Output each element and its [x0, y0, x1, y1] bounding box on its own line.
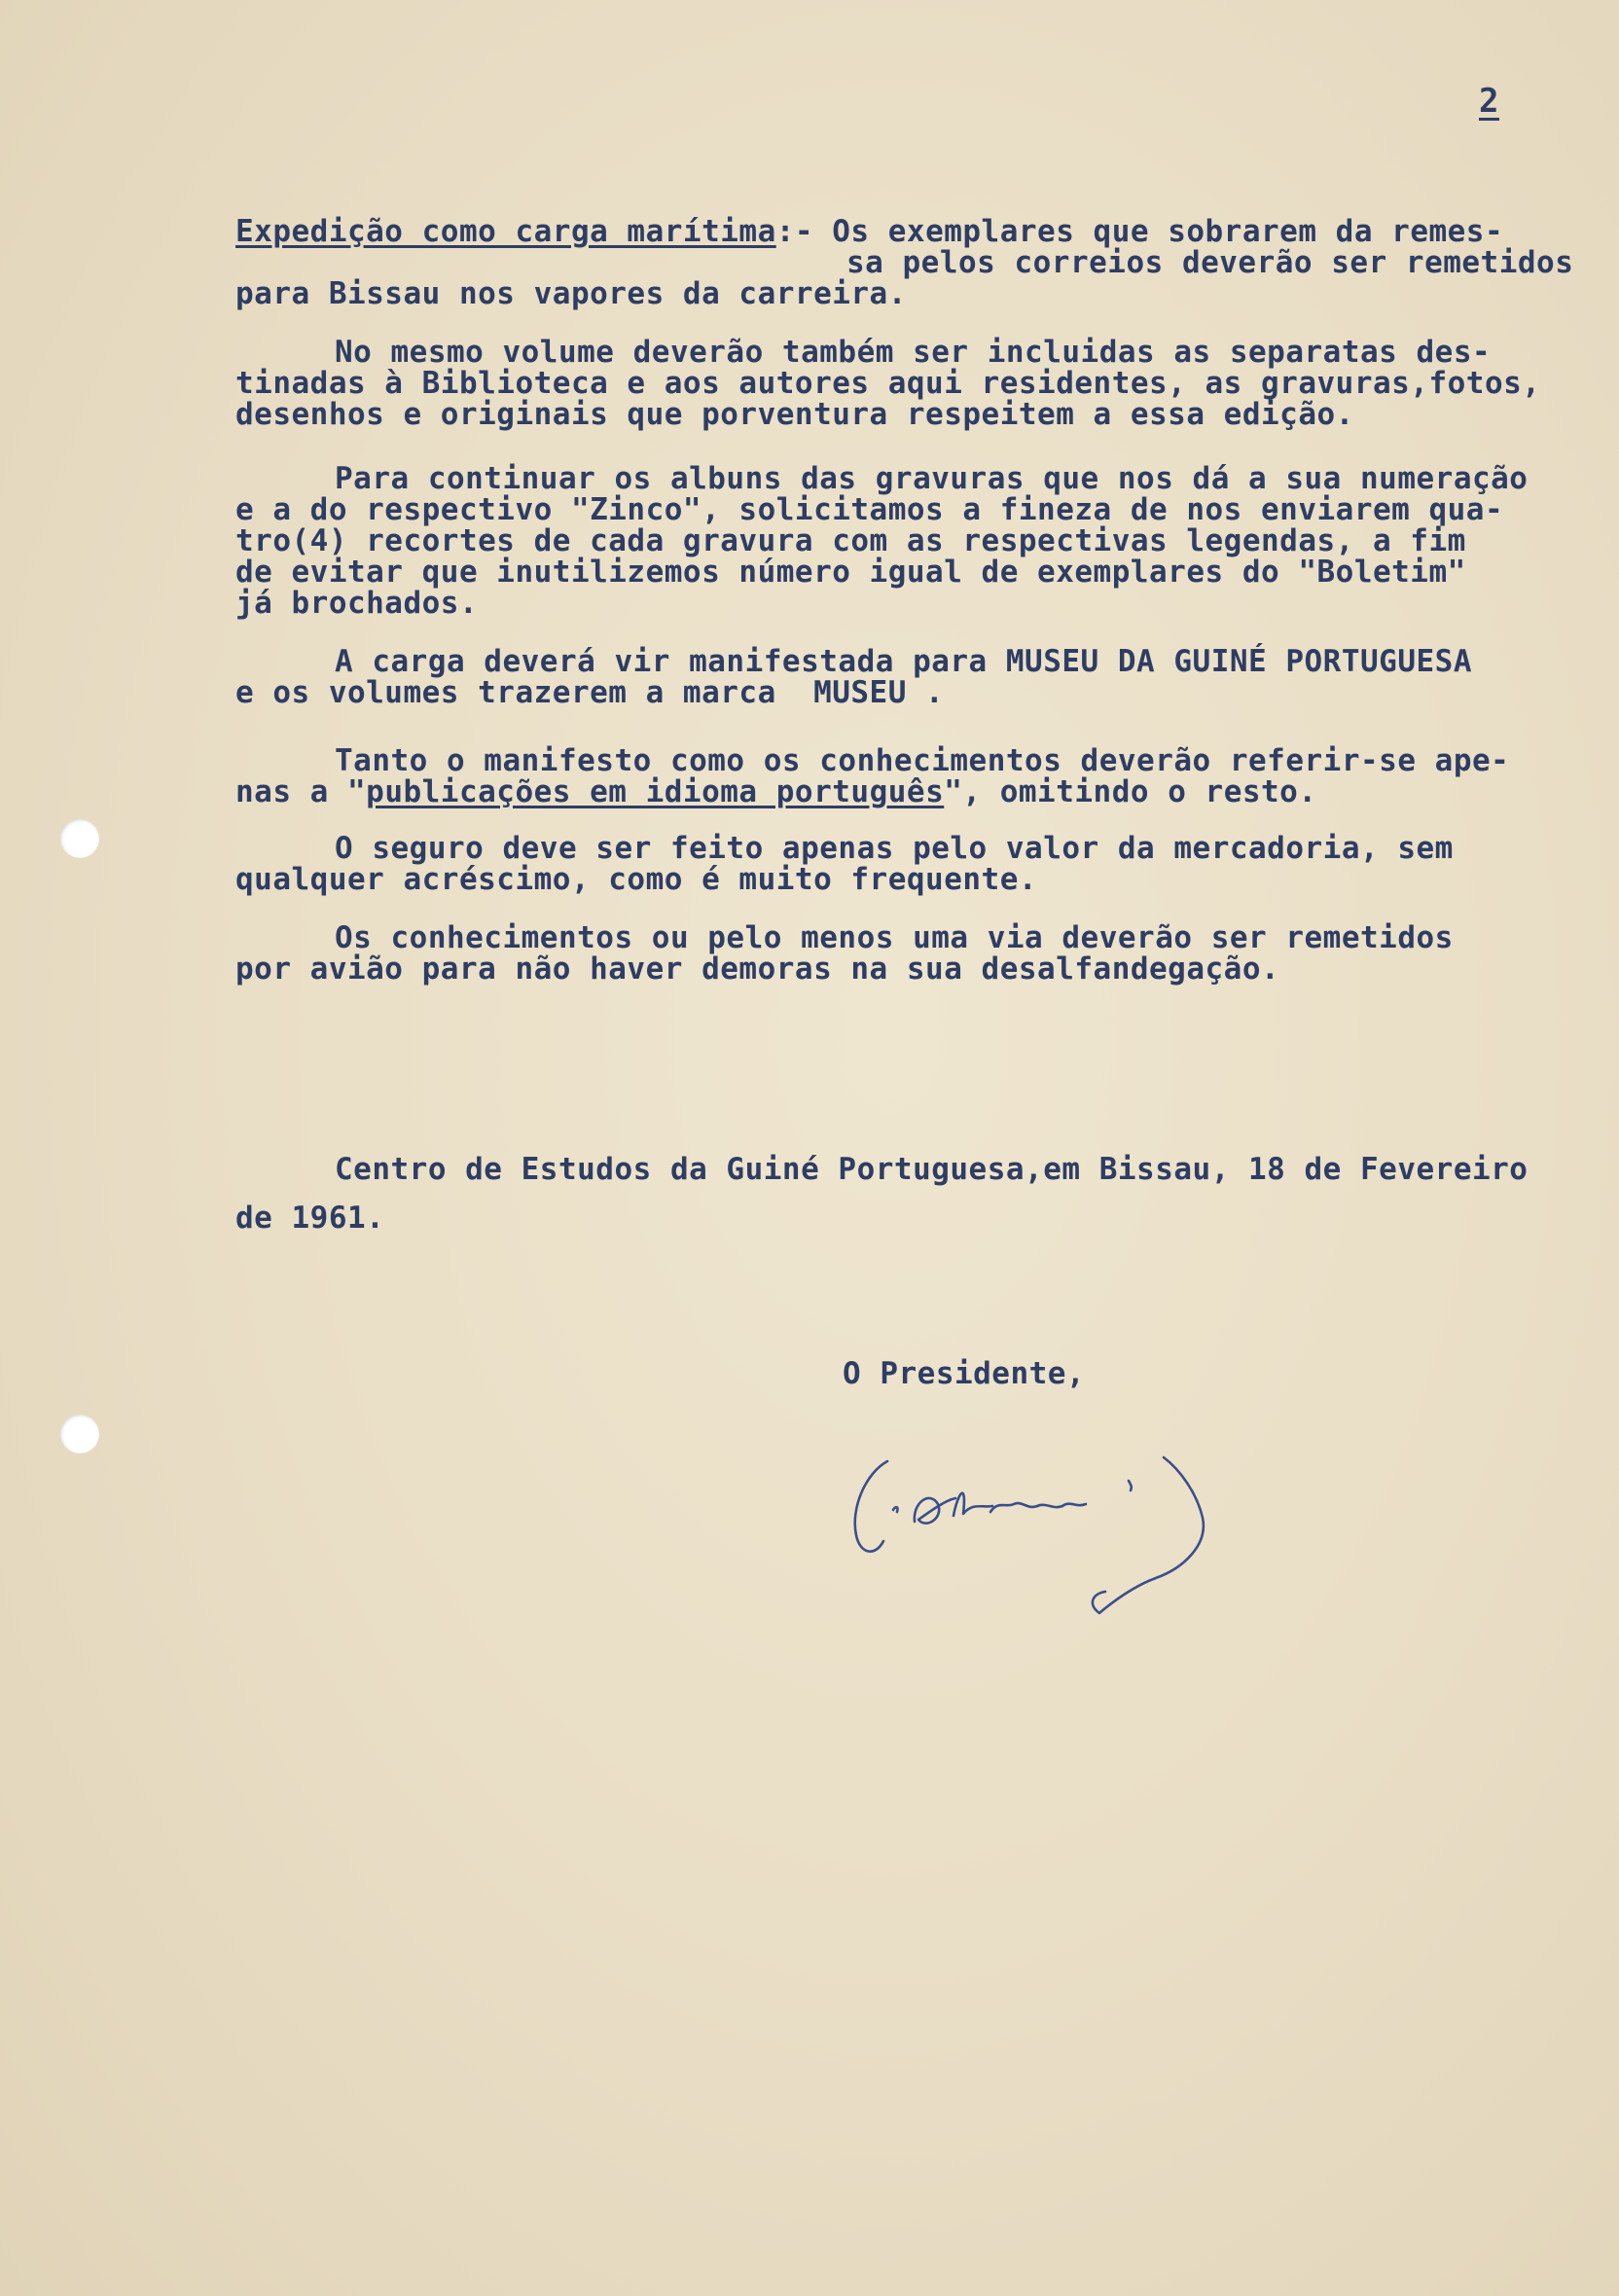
underlined-phrase: publicações em idioma português [366, 774, 945, 809]
paragraph-line: Os conhecimentos ou pelo menos uma via deverão ser remetidos [335, 920, 1454, 955]
paragraph-line: por avião para não haver demoras na sua desalfandegação. [235, 951, 1280, 987]
shipment-heading: Expedição como carga marítima [235, 214, 776, 249]
paragraph-line: desenhos e originais que porventura respeitem a essa edição. [235, 397, 1354, 432]
paragraph-line: Para continuar os albuns das gravuras que nos dá a sua numeração [335, 461, 1529, 496]
paragraph-line: A carga deverá vir manifestada para MUSEU DA GUINÉ PORTUGUESA [335, 644, 1472, 679]
paragraph-line: tro(4) recortes de cada gravura com as respectivas legendas, a fim [235, 523, 1466, 558]
paragraph-line: já brochados. [235, 586, 479, 621]
paragraph-line: tinadas à Biblioteca e aos autores aqui residentes, as gravuras,fotos, [235, 366, 1541, 401]
paragraph-line: Tanto o manifesto como os conhecimentos deverão referir-se ape- [335, 743, 1510, 778]
paragraph-line: O seguro deve ser feito apenas pelo valor da mercadoria, sem [335, 831, 1454, 866]
paragraph-line: No mesmo volume deverão também ser incluidas as separatas des- [335, 335, 1492, 370]
paragraph-line: qualquer acréscimo, como é muito frequente. [235, 862, 1038, 897]
closing-place-date: Centro de Estudos da Guiné Portuguesa,em Bissau, 18 de Fevereiro [335, 1152, 1529, 1187]
paragraph-line: de evitar que inutilizemos número igual de exemplares do "Boletim" [235, 555, 1466, 590]
handwritten-signature [837, 1440, 1284, 1615]
punch-hole [60, 1415, 99, 1453]
page-number: 2 [1479, 82, 1499, 121]
closing-year: de 1961. [235, 1201, 385, 1236]
paragraph-line: e os volumes trazerem a marca MUSEU . [235, 675, 945, 710]
punch-hole [60, 819, 99, 858]
shipment-line-1: Expedição como carga marítima:- Os exemplares que sobrarem da remes- [235, 214, 1504, 249]
paragraph-line: e a do respectivo "Zinco", solicitamos a fineza de nos enviarem qua- [235, 492, 1504, 527]
shipment-line-2: sa pelos correios deverão ser remetidos [846, 245, 1574, 280]
paragraph-line: nas a "publicações em idioma português", omitindo o resto. [235, 774, 1317, 809]
shipment-line-3: para Bissau nos vapores da carreira. [235, 276, 907, 311]
signatory-title: O Presidente, [843, 1356, 1086, 1391]
